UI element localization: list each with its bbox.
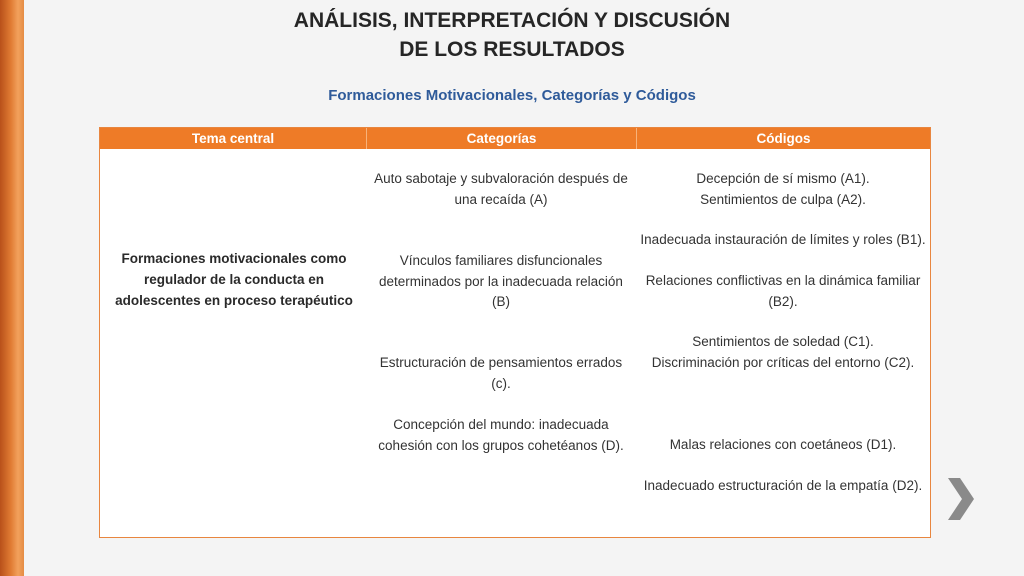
code-d1: Malas relaciones con coetáneos (D1). <box>669 437 897 452</box>
code-a2: Sentimientos de culpa (A2). <box>700 192 866 207</box>
header-categories: Categorías <box>366 128 636 149</box>
results-table <box>99 127 931 538</box>
code-c2: Discriminación por críticas del entorno (C2). <box>651 355 915 370</box>
header-central-theme: Tema central <box>191 131 275 146</box>
category-c: Estructuración de pensamientos errados (c). <box>379 355 623 391</box>
code-b1: Inadecuada instauración de límites y roles (B1). <box>640 232 926 247</box>
code-c1: Sentimientos de soledad (C1). <box>692 334 874 349</box>
central-theme-cell: Formaciones motivacionales como regulador de la conducta en adolescentes en proceso terapéutico <box>115 251 353 308</box>
category-a: Auto sabotaje y subvaloración después de una recaída (A) <box>374 171 628 207</box>
slide-subtitle: Formaciones Motivacionales, Categorías y Códigos <box>328 87 696 104</box>
table-header-row <box>100 128 930 149</box>
category-b: Vínculos familiares disfuncionales determinados por la inadecuada relación (B) <box>379 253 623 309</box>
slide-title-line-2: DE LOS RESULTADOS <box>399 38 625 61</box>
slide-title <box>0 6 1024 64</box>
code-a1: Decepción de sí mismo (A1). <box>696 171 870 186</box>
code-d2: Inadecuado estructuración de la empatía (D2). <box>643 478 923 493</box>
slide-title-line-1: ANÁLISIS, INTERPRETACIÓN Y DISCUSIÓN <box>293 9 731 32</box>
header-codes: Códigos <box>636 128 930 149</box>
code-b2: Relaciones conflictivas en la dinámica familiar (B2). <box>645 273 921 309</box>
chevron-right-icon[interactable] <box>944 478 978 520</box>
category-d: Concepción del mundo: inadecuada cohesión con los grupos cohetéanos (D). <box>378 417 624 453</box>
